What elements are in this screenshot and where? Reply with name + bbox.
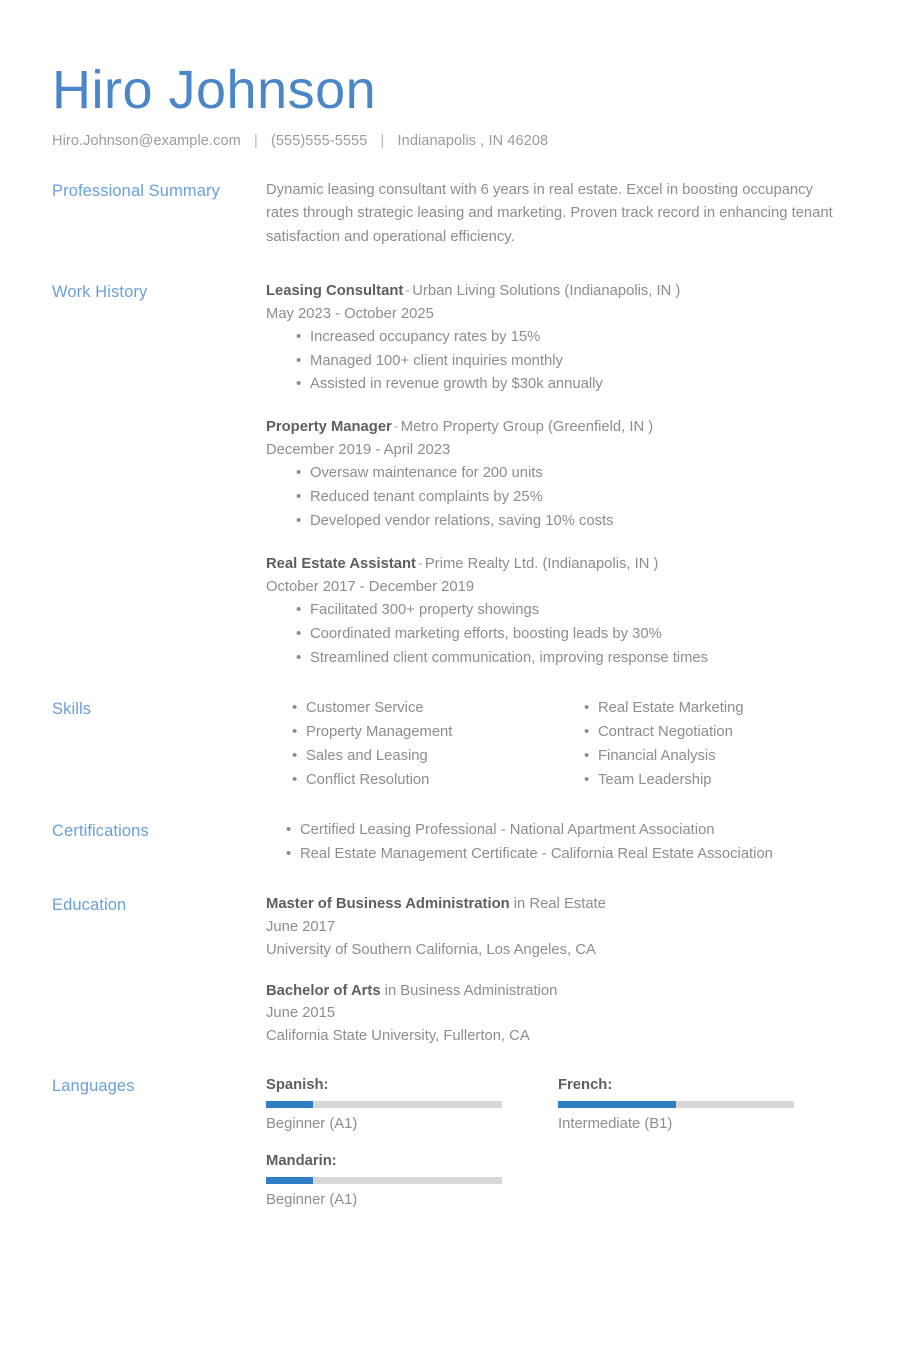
work-entry-company: Prime Realty Ltd. (Indianapolis, IN ): [424, 556, 659, 573]
contact-email: Hiro.Johnson@example.com: [52, 132, 241, 149]
language-level: Intermediate (B1): [558, 1116, 673, 1133]
education-field: in Real Estate: [509, 895, 606, 912]
language-proficiency-fill: [266, 1101, 313, 1108]
language-proficiency-bar: [266, 1177, 502, 1184]
education-degree-line: [266, 980, 850, 1003]
education-entry: [266, 893, 850, 962]
section-languages: [52, 1074, 850, 1225]
list-item: • Real Estate Management Certificate - California Real Estate Association: [286, 843, 850, 867]
list-item: • Sales and Leasing: [292, 745, 558, 769]
list-item: • Financial Analysis: [584, 745, 850, 769]
language-item: [266, 1074, 558, 1135]
education-degree: Master of Business Administration: [266, 895, 510, 912]
section-label-languages: Languages: [52, 1077, 135, 1096]
work-entry-dash: -: [417, 556, 423, 573]
section-label-certifications: Certifications: [52, 821, 149, 840]
page-title: Hiro Johnson: [52, 60, 377, 120]
language-name: French:: [558, 1077, 613, 1094]
work-entry: [266, 416, 850, 534]
education-degree: Bachelor of Arts: [266, 982, 381, 999]
work-entry-bullets: [266, 599, 850, 671]
language-proficiency-fill: [266, 1177, 313, 1184]
language-name: Mandarin:: [266, 1152, 337, 1169]
list-item: • Conflict Resolution: [292, 769, 558, 793]
work-entry-dash: -: [393, 419, 399, 436]
education-date: June 2017: [266, 918, 336, 935]
language-proficiency-bar: [558, 1101, 794, 1108]
list-item: • Assisted in revenue growth by $30k annually: [296, 373, 850, 397]
work-entry: [266, 280, 850, 398]
contact-location: Indianapolis , IN 46208: [397, 132, 549, 149]
work-entry: [266, 553, 850, 671]
list-item: • Streamlined client communication, improving response times: [296, 647, 850, 671]
list-item: • Developed vendor relations, saving 10% costs: [296, 510, 850, 534]
skills-columns: [266, 697, 850, 793]
work-entry-company: Metro Property Group (Greenfield, IN ): [400, 419, 654, 436]
section-certifications: [52, 819, 850, 867]
language-item: [558, 1074, 850, 1135]
skills-list-right: [558, 697, 850, 793]
languages-grid: [266, 1074, 850, 1225]
list-item: • Customer Service: [292, 697, 558, 721]
list-item: • Managed 100+ client inquiries monthly: [296, 350, 850, 374]
work-entry-company: Urban Living Solutions (Indianapolis, IN ): [412, 282, 681, 299]
language-name: Spanish:: [266, 1077, 329, 1094]
skills-column-left: [266, 697, 558, 793]
list-item: • Increased occupancy rates by 15%: [296, 326, 850, 350]
language-level: Beginner (A1): [266, 1116, 358, 1133]
list-item: • Coordinated marketing efforts, boosting leads by 30%: [296, 623, 850, 647]
education-school: University of Southern California, Los Angeles, CA: [266, 941, 596, 958]
list-item: • Reduced tenant complaints by 25%: [296, 486, 850, 510]
education-school: California State University, Fullerton, CA: [266, 1028, 530, 1045]
list-item: • Certified Leasing Professional - National Apartment Association: [286, 819, 850, 843]
section-label-professional-summary: Professional Summary: [52, 181, 220, 200]
work-entry-title: Property Manager: [266, 419, 392, 436]
contact-separator-1: |: [253, 132, 258, 149]
work-entry-title: Real Estate Assistant: [266, 556, 416, 573]
section-professional-summary: [52, 179, 850, 250]
section-label-work-history: Work History: [52, 282, 148, 301]
section-label-education: Education: [52, 895, 127, 914]
summary-text: Dynamic leasing consultant with 6 years in real estate. Excel in boosting occupancy rates through strategic leasing and marketing. Proven track record in enhancing tenant satisfaction and operational efficiency.: [266, 181, 833, 246]
language-item: [266, 1150, 558, 1211]
contact-phone: (555)555-5555: [270, 132, 368, 149]
list-item: • Contract Negotiation: [584, 721, 850, 745]
work-entry-dates: October 2017 - December 2019: [266, 579, 475, 596]
education-degree-line: [266, 893, 850, 916]
list-item: • Property Management: [292, 721, 558, 745]
language-proficiency-fill: [558, 1101, 676, 1108]
skills-list-left: [266, 697, 558, 793]
section-label-skills: Skills: [52, 699, 92, 718]
language-proficiency-bar: [266, 1101, 502, 1108]
work-entry-dates: December 2019 - April 2023: [266, 442, 451, 459]
language-level: Beginner (A1): [266, 1191, 358, 1208]
list-item: • Real Estate Marketing: [584, 697, 850, 721]
work-entry-bullets: [266, 326, 850, 398]
work-entry-dates: May 2023 - October 2025: [266, 305, 434, 322]
list-item: • Oversaw maintenance for 200 units: [296, 462, 850, 486]
work-entry-title: Leasing Consultant: [266, 282, 404, 299]
work-entry-dash: -: [405, 282, 411, 299]
work-entry-heading: [266, 280, 850, 303]
list-item: • Facilitated 300+ property showings: [296, 599, 850, 623]
contact-line: [52, 133, 850, 149]
education-date: June 2015: [266, 1005, 336, 1022]
certifications-list: [266, 819, 850, 867]
work-entry-heading: [266, 416, 850, 439]
work-entry-bullets: [266, 462, 850, 534]
work-entry-heading: [266, 553, 850, 576]
section-education: [52, 893, 850, 1049]
section-skills: [52, 697, 850, 793]
education-entry: [266, 980, 850, 1049]
section-work-history: [52, 280, 850, 671]
list-item: • Team Leadership: [584, 769, 850, 793]
education-field: in Business Administration: [380, 982, 558, 999]
skills-column-right: [558, 697, 850, 793]
contact-separator-2: |: [380, 132, 385, 149]
